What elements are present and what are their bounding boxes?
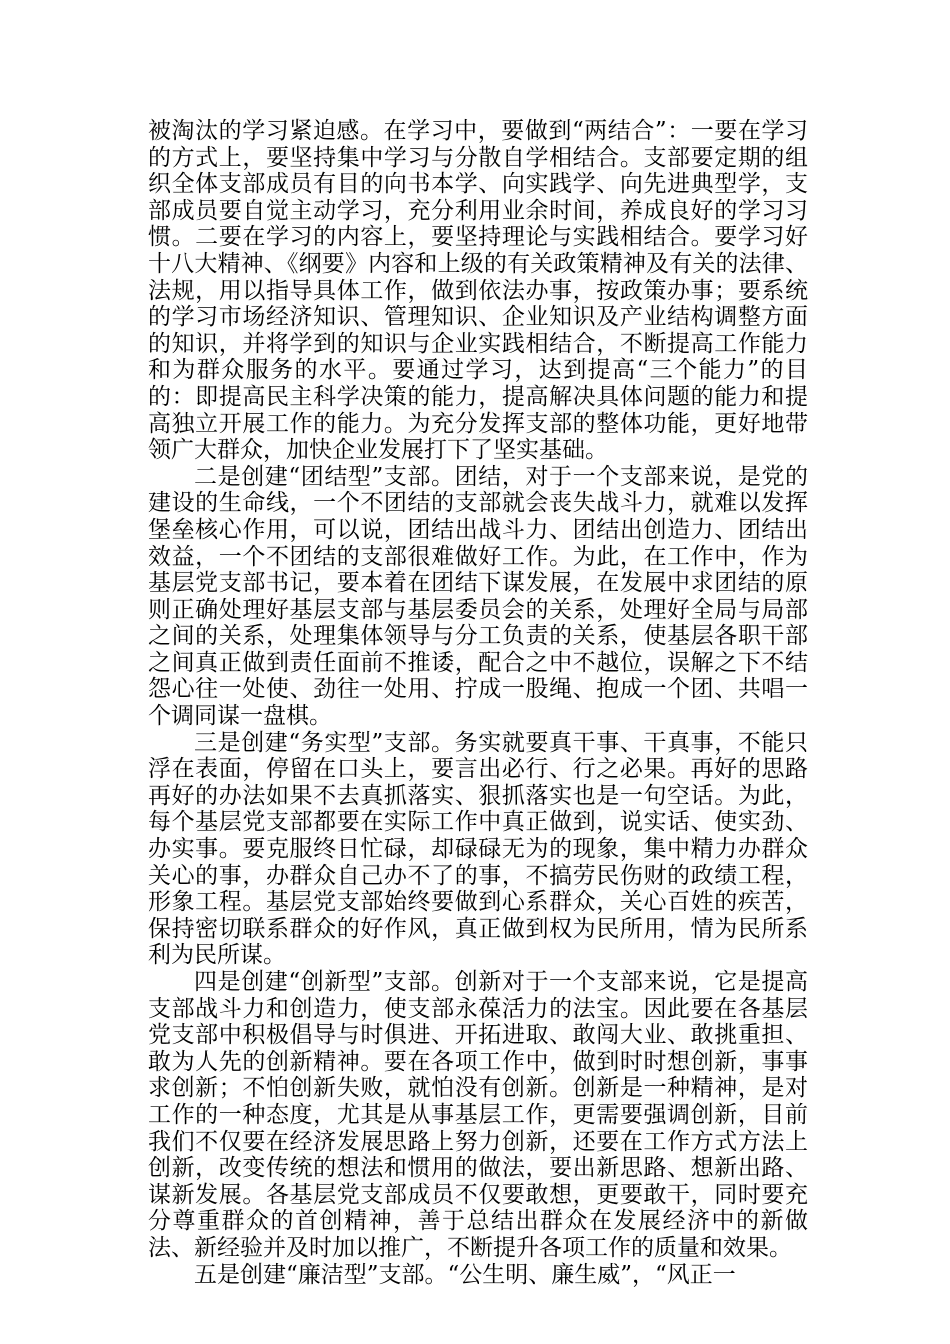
paragraph-innovative-branch: 四是创建“创新型”支部。创新对于一个支部来说，它是提高支部战斗力和创造力，使支部永葆活力的法宝。因此要在各基层党支部中积极倡导与时俱进、开拓进取、敢闯大业、敢挑重担、敢为人先的创新精神。要在各项工作中，做到时时想创新，事事求创新；不怕创新失败，就怕没有创新。创新是一种精神，是对工作的一种态度，尤其是从事基层工作，更需要强调创新，目前我们不仅要在经济发展思路上努力创新，还要在工作方式方法上创新，改变传统的想法和惯用的做法，要出新思路、想新出路、谋新发展。各基层党支部成员不仅要敢想，更要敢干，同时要充分尊重群众的首创精神，善于总结出群众在发展经济中的新做法、新经验并及时加以推广，不断提升各项工作的质量和效果。 bbox=[148, 969, 808, 1261]
paragraph-unity-branch: 二是创建“团结型”支部。团结，对于一个支部来说，是党的建设的生命线，一个不团结的支部就会丧失战斗力，就难以发挥堡垒核心作用，可以说，团结出战斗力、团结出创造力、团结出效益，一个不团结的支部很难做好工作。为此，在工作中，作为基层党支部书记，要本着在团结下谋发展，在发展中求团结的原则正确处理好基层支部与基层委员会的关系，处理好全局与局部之间的关系，处理集体领导与分工负责的关系，使基层各职干部之间真正做到责任面前不推诿，配合之中不越位，误解之下不结怨心往一处使、劲往一处用、拧成一股绳、抱成一个团、共唱一个调同谋一盘棋。 bbox=[148, 463, 808, 730]
paragraph-study: 被淘汰的学习紧迫感。在学习中，要做到“两结合”：一要在学习的方式上，要坚持集中学习与分散自学相结合。支部要定期的组织全体支部成员有目的向书本学、向实践学、向先进典型学，支部成员要自觉主动学习，充分利用业余时间，养成良好的学习习惯。二要在学习的内容上，要坚持理论与实践相结合。要学习好十八大精神、《纲要》内容和上级的有关政策精神及有关的法律、法规，用以指导具体工作，做到依法办事，按政策办事；要系统的学习市场经济知识、管理知识、企业知识及产业结构调整方面的知识，并将学到的知识与企业实践相结合，不断提高工作能力和为群众服务的水平。要通过学习，达到提高“三个能力”的目的：即提高民主科学决策的能力，提高解决具体问题的能力和提高独立开展工作的能力。为充分发挥支部的整体功能，更好地带领广大群众，加快企业发展打下了坚实基础。 bbox=[148, 118, 808, 464]
paragraph-clean-branch: 五是创建“廉洁型”支部。“公生明、廉生威”，“风正一 bbox=[194, 1261, 736, 1288]
paragraph-pragmatic-branch: 三是创建“务实型”支部。务实就要真干事、干真事，不能只浮在表面，停留在口头上，要言出必行、行之必果。再好的思路再好的办法如果不去真抓落实、狠抓落实也是一句空话。为此，每个基层党支部都要在实际工作中真正做到，说实话、使实劲、办实事。要克服终日忙碌，却碌碌无为的现象，集中精力办群众关心的事，办群众自己办不了的事，不搞劳民伤财的政绩工程，形象工程。基层党支部始终要做到心系群众，关心百姓的疾苦，保持密切联系群众的好作风，真正做到权为民所用，情为民所系利为民所谋。 bbox=[148, 729, 808, 969]
document-body bbox=[148, 118, 808, 1288]
